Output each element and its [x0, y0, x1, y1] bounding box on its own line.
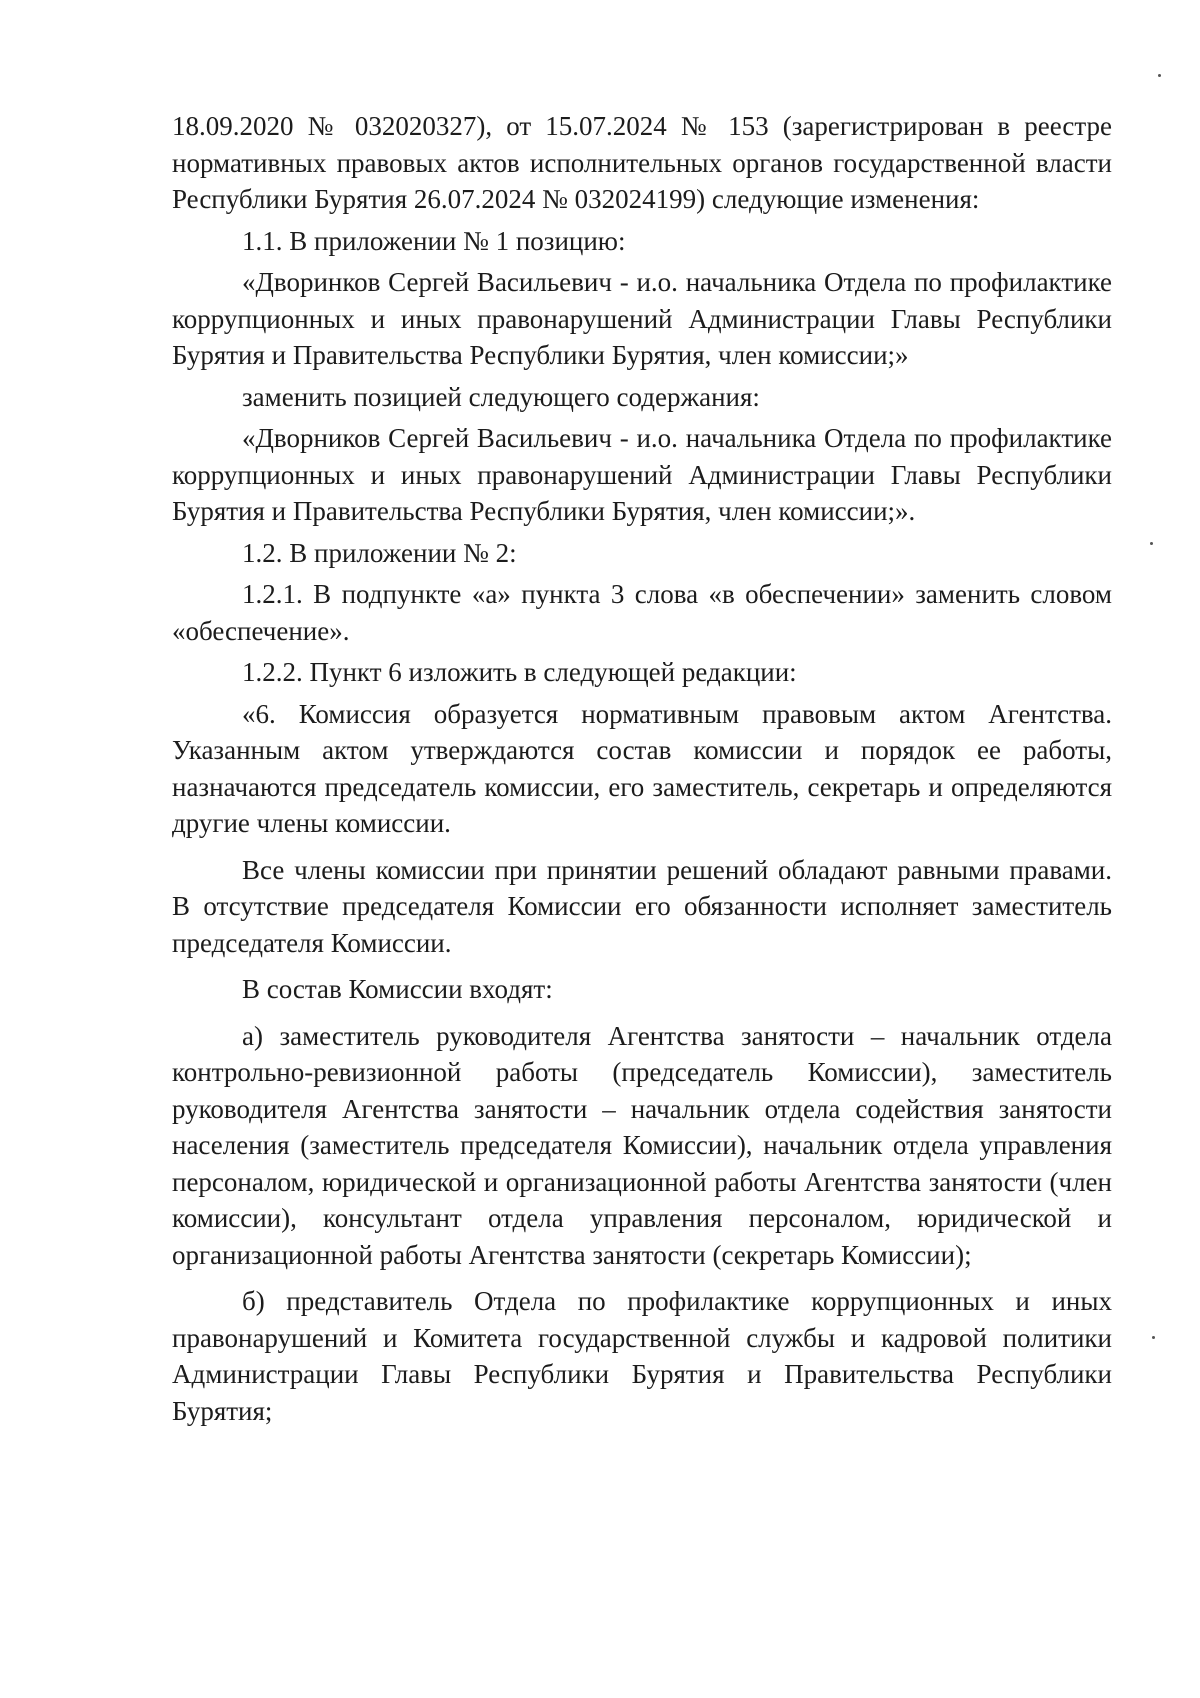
paragraph-composition: В состав Комиссии входят:	[242, 974, 553, 1004]
paragraph-1-2: 1.2. В приложении № 2:	[242, 537, 517, 568]
paragraph-item-b: б) представитель Отдела по профилактике коррупционных и иных правонарушений и Комитета государственной службы и кадровой политики Администрации Главы Республики Бурятия и Правительства Республики Бурятия;	[172, 1286, 1112, 1426]
paragraph-1-1: 1.1. В приложении № 1 позицию:	[242, 225, 626, 256]
paragraph-1-2-1: 1.2.1. В подпункте «а» пункта 3 слова «в обеспечении» заменить словом «обеспечение».	[172, 579, 1112, 646]
paragraph-item-a: а) заместитель руководителя Агентства занятости – начальник отдела контрольно-ревизионной работы (председатель Комиссии), заместитель руководителя Агентства занятости – начальник отдела содействия занятости населения (заместитель председателя Комиссии), начальник отдела управления персоналом, юридической и организационной работы Агентства занятости (член комиссии), консультант отдела управления персоналом, юридической и организационной работы Агентства занятости (секретарь Комиссии);	[172, 1020, 1112, 1270]
paragraph-replace-with: заменить позицией следующего содержания:	[242, 381, 760, 412]
document-body	[172, 108, 1112, 1439]
scan-speck	[1150, 542, 1153, 545]
paragraph-equal-rights: Все члены комиссии при принятии решений обладают равными правами. В отсутствие председателя Комиссии его обязанности исполняет заместитель председателя Комиссии.	[172, 854, 1112, 958]
paragraph-intro-continuation: 18.09.2020 № 032020327), от 15.07.2024 № 153 (зарегистрирован в реестре нормативных правовых актов исполнительных органов государственной власти Республики Бурятия 26.07.2024 № 032024199) следующие изменения:	[172, 111, 1112, 214]
paragraph-old-position: «Дворинков Сергей Васильевич - и.о. начальника Отдела по профилактике коррупционных и иных правонарушений Администрации Главы Республики Бурятия и Правительства Республики Бурятия, член комиссии;»	[172, 267, 1112, 370]
paragraph-new-position: «Дворников Сергей Васильевич - и.о. начальника Отдела по профилактике коррупционных и иных правонарушений Администрации Главы Республики Бурятия и Правительства Республики Бурятия, член комиссии;».	[172, 423, 1112, 526]
scan-speck	[1152, 1336, 1155, 1339]
paragraph-1-2-2: 1.2.2. Пункт 6 изложить в следующей редакции:	[242, 657, 797, 687]
scan-speck	[1158, 74, 1161, 77]
paragraph-point-6: «6. Комиссия образуется нормативным правовым актом Агентства. Указанным актом утверждаются состав комиссии и порядок ее работы, назначаются председатель комиссии, его заместитель, секретарь и определяются другие члены комиссии.	[172, 698, 1112, 838]
